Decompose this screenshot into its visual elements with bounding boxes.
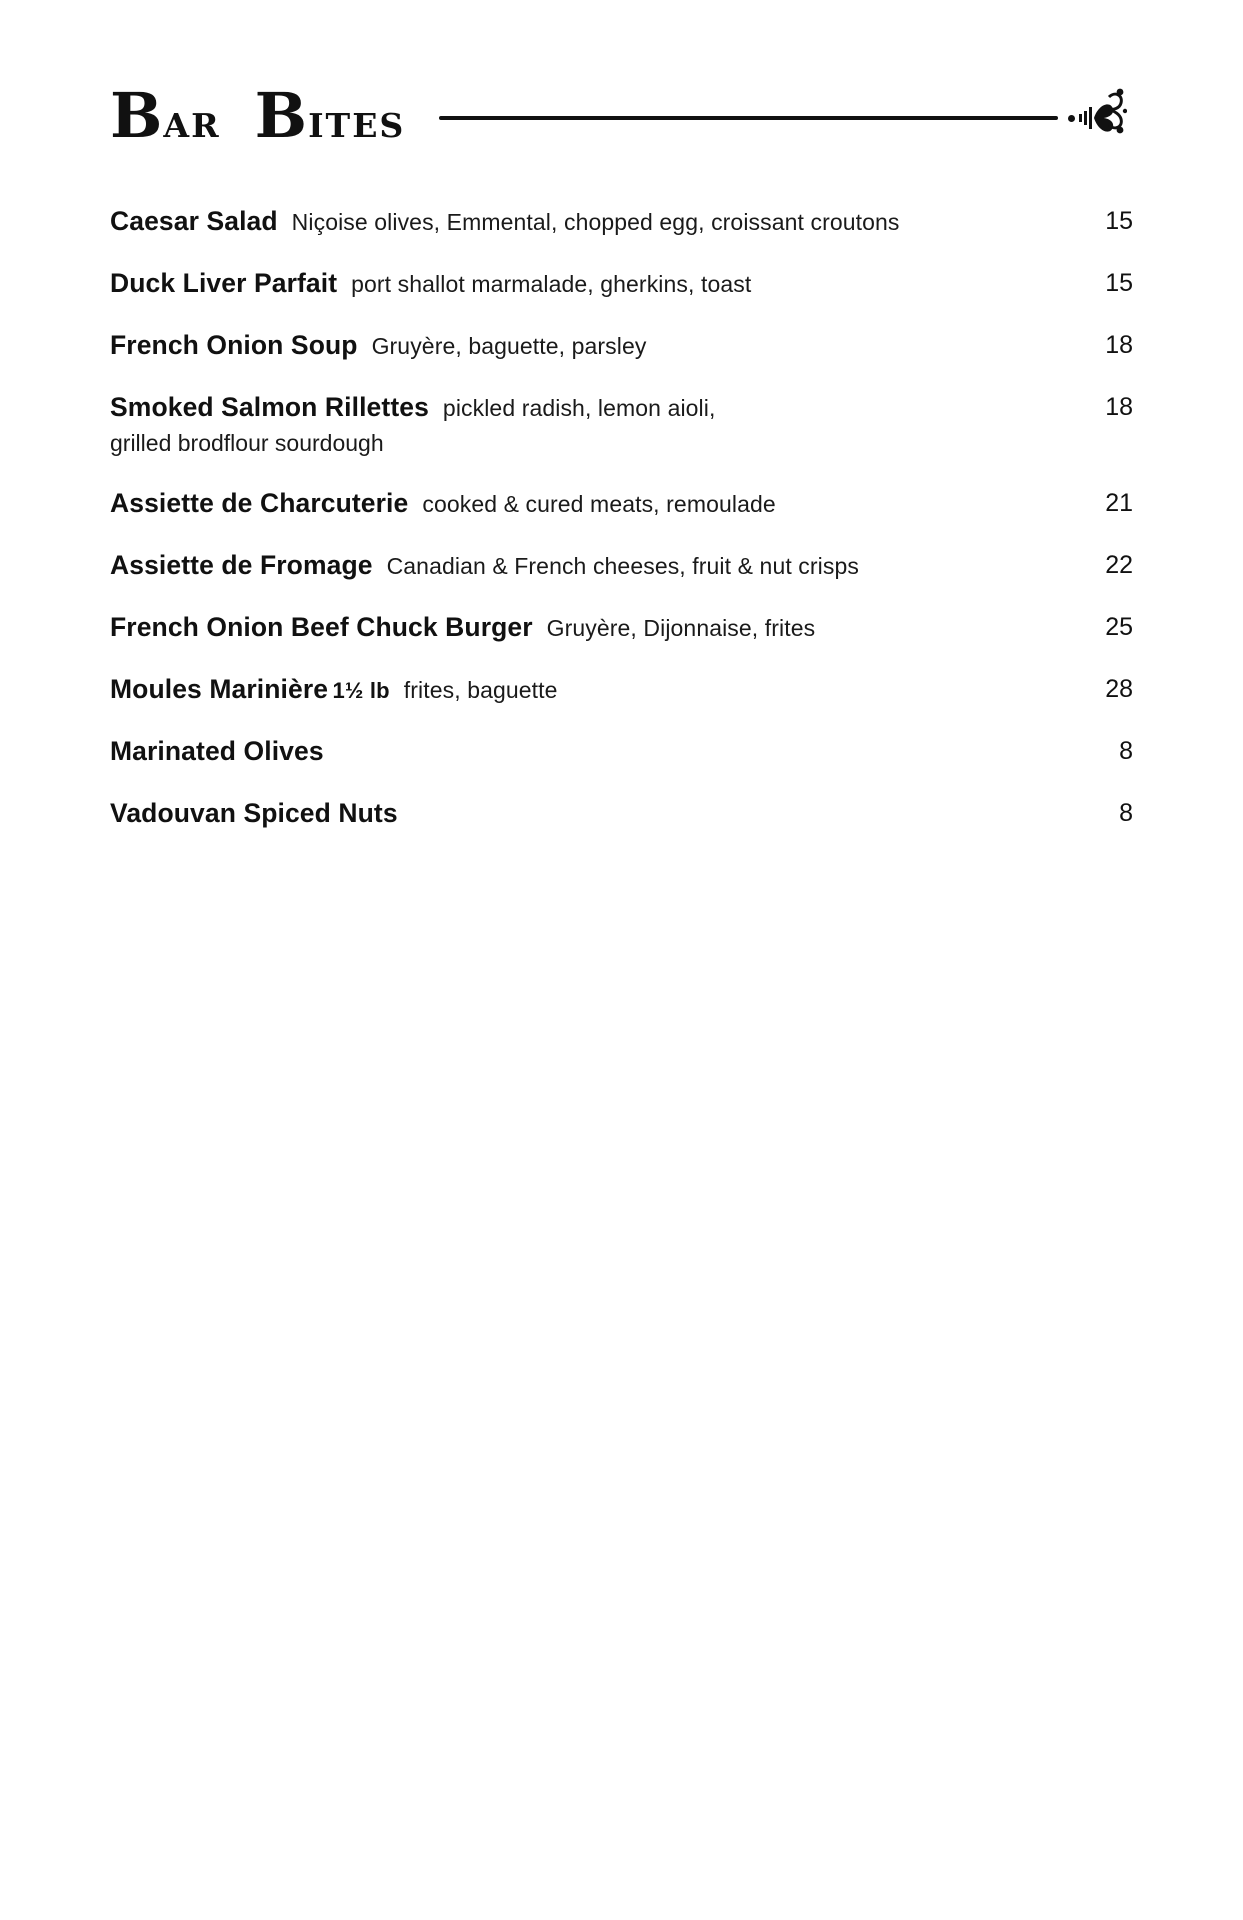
menu-item-price: 8 (1119, 799, 1133, 827)
menu-item-description: Canadian & French cheeses, fruit & nut crisps (386, 553, 859, 579)
menu-item (110, 330, 1133, 361)
menu-item-list (110, 206, 1133, 829)
menu-item-description: pickled radish, lemon aioli, (442, 395, 716, 421)
menu-item-name: Marinated Olives (110, 736, 324, 766)
menu-item-description: Gruyère, Dijonnaise, frites (546, 615, 816, 641)
menu-item-description: cooked & cured meats, remoulade (422, 491, 776, 517)
menu-item-text (110, 392, 1087, 457)
menu-item (110, 392, 1133, 457)
menu-item-name: Assiette de Fromage (110, 550, 373, 580)
menu-item-name: Assiette de Charcuterie (110, 488, 409, 518)
header-divider (405, 87, 1133, 149)
divider-dot (1068, 115, 1075, 122)
menu-item-text (110, 550, 1087, 581)
menu-item-name: Duck Liver Parfait (110, 268, 338, 298)
menu-item-description: frites, baguette (403, 677, 558, 703)
menu-item-price: 21 (1105, 489, 1133, 517)
menu-item (110, 674, 1133, 705)
menu-item-price: 25 (1105, 613, 1133, 641)
menu-item-text (110, 268, 1087, 299)
menu-item-name: Moules Marinière (110, 674, 329, 704)
menu-item (110, 268, 1133, 299)
menu-item-text (110, 206, 1087, 237)
menu-item-price: 18 (1105, 331, 1133, 359)
menu-item-text (110, 798, 1087, 829)
menu-item (110, 612, 1133, 643)
menu-item-text (110, 330, 1087, 361)
menu-item-name: Vadouvan Spiced Nuts (110, 798, 398, 828)
menu-item-price: 18 (1105, 393, 1133, 421)
menu-item-price: 28 (1105, 675, 1133, 703)
menu-item-text (110, 488, 1087, 519)
menu-item-name: French Onion Soup (110, 330, 358, 360)
menu-item-price: 22 (1105, 551, 1133, 579)
menu-item-description: Niçoise olives, Emmental, chopped egg, croissant croutons (291, 209, 900, 235)
menu-item-price: 8 (1119, 737, 1133, 765)
menu-item-text (110, 736, 1087, 767)
section-title-text: BAR BITES (110, 79, 406, 152)
menu-item-description-line2: grilled brodflour sourdough (110, 430, 384, 456)
menu-item-price: 15 (1105, 269, 1133, 297)
menu-item-quantity: 1½ lb (332, 678, 390, 703)
section-header (110, 78, 1133, 158)
menu-item (110, 488, 1133, 519)
menu-item-price: 15 (1105, 207, 1133, 235)
menu-item-text (110, 674, 1087, 705)
menu-item-name: Caesar Salad (110, 206, 278, 236)
menu-item-name: French Onion Beef Chuck Burger (110, 612, 533, 642)
menu-item (110, 798, 1133, 829)
menu-item-name: Smoked Salmon Rillettes (110, 392, 429, 422)
menu-page (0, 0, 1243, 829)
menu-item-description: port shallot marmalade, gherkins, toast (351, 271, 752, 297)
menu-item-text (110, 612, 1087, 643)
menu-item (110, 736, 1133, 767)
menu-item (110, 206, 1133, 237)
floral-ornament-icon (1079, 87, 1127, 149)
menu-item-description: Gruyère, baguette, parsley (371, 333, 647, 359)
divider-line (439, 116, 1058, 120)
menu-item (110, 550, 1133, 581)
page-title (110, 79, 406, 152)
